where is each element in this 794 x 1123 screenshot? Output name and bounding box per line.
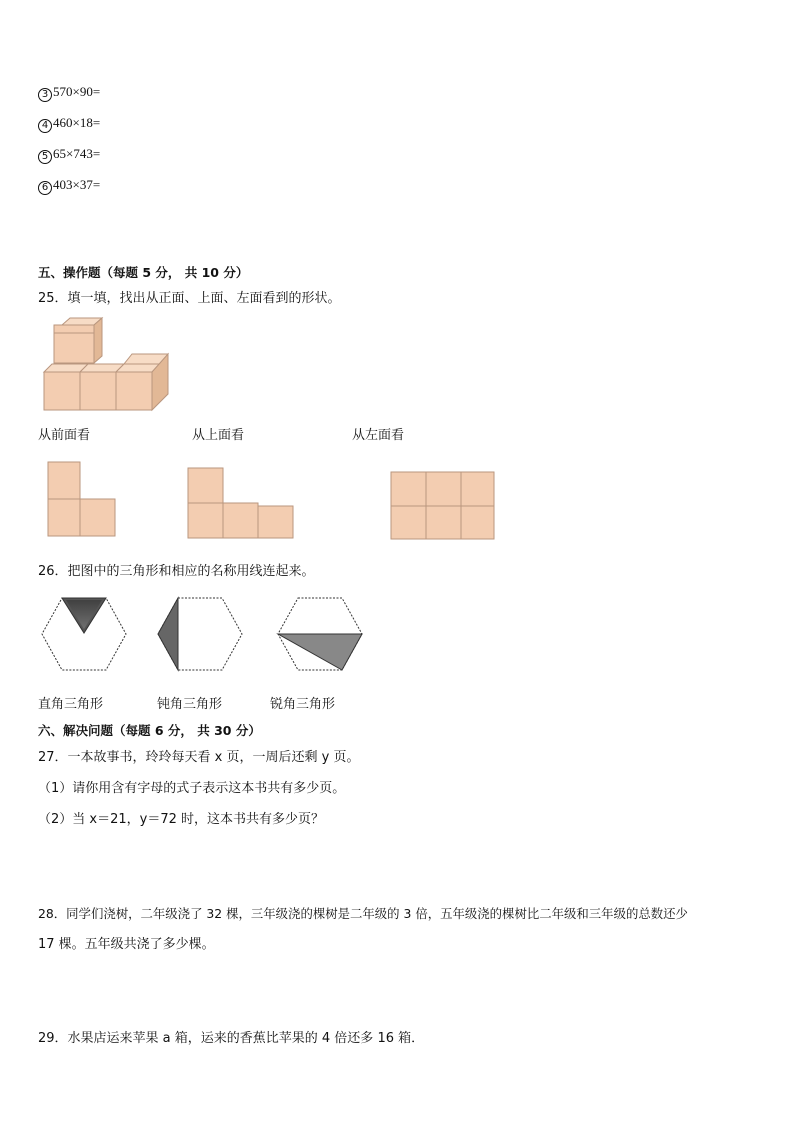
triangle-label-obtuse: 钝角三角形 — [157, 697, 223, 712]
question-27-part-2: （2）当 x＝21，y＝72 时，这本书共有多少页？ — [38, 812, 325, 827]
question-26: 26．把图中的三角形和相应的名称用线连起来。 — [38, 564, 315, 579]
hexagon-acute-triangle — [40, 597, 128, 672]
circled-number: 5 — [38, 150, 52, 164]
cube-face — [80, 372, 116, 410]
circled-number: 3 — [38, 88, 52, 102]
view-label-left: 从左面看 — [352, 428, 405, 443]
view-label-front: 从前面看 — [38, 428, 91, 443]
calc-expression: 65×743= — [53, 146, 101, 161]
left-view-shape — [390, 471, 498, 541]
circled-number: 4 — [38, 119, 52, 133]
front-view-shape — [47, 462, 119, 538]
calc-expression: 570×90= — [53, 84, 101, 99]
question-29: 29．水果店运来苹果 a 箱，运来的香蕉比苹果的 4 倍还多 16 箱． — [38, 1031, 425, 1046]
cube-face — [44, 372, 80, 410]
cube-face — [116, 372, 152, 410]
top-view-shape — [187, 468, 295, 540]
question-28-line-2: 17 棵。五年级共浇了多少棵。 — [38, 937, 215, 952]
calc-item-4 — [38, 115, 100, 133]
question-27: 27．一本故事书，玲玲每天看 x 页，一周后还剩 y 页。 — [38, 750, 360, 765]
hexagon-obtuse-triangle — [276, 597, 364, 672]
calc-item-6 — [38, 177, 100, 195]
question-25: 25．填一填，找出从正面、上面、左面看到的形状。 — [38, 291, 341, 306]
calc-expression: 403×37= — [53, 177, 101, 192]
calc-expression: 460×18= — [53, 115, 101, 130]
calc-item-5 — [38, 146, 100, 164]
view-label-top: 从上面看 — [192, 428, 245, 443]
hexagon-right-triangle — [156, 597, 244, 672]
cube-face — [54, 333, 94, 363]
section-title-5: 五、操作题（每题 5 分， 共 10 分） — [38, 265, 249, 280]
triangle-label-acute: 锐角三角形 — [270, 697, 336, 712]
triangle-label-right: 直角三角形 — [38, 697, 104, 712]
question-28-line-1: 28．同学们浇树，二年级浇了 32 棵，三年级浇的棵树是二年级的 3 倍，五年级浇的棵树比二年级和三年级的总数还少 — [38, 906, 688, 921]
circled-number: 6 — [38, 181, 52, 195]
section-title-6: 六、解决问题（每题 6 分， 共 30 分） — [38, 723, 261, 738]
calc-item-3 — [38, 84, 100, 102]
cube-stack-figure — [40, 318, 175, 413]
question-27-part-1: （1）请你用含有字母的式子表示这本书共有多少页。 — [38, 781, 346, 796]
